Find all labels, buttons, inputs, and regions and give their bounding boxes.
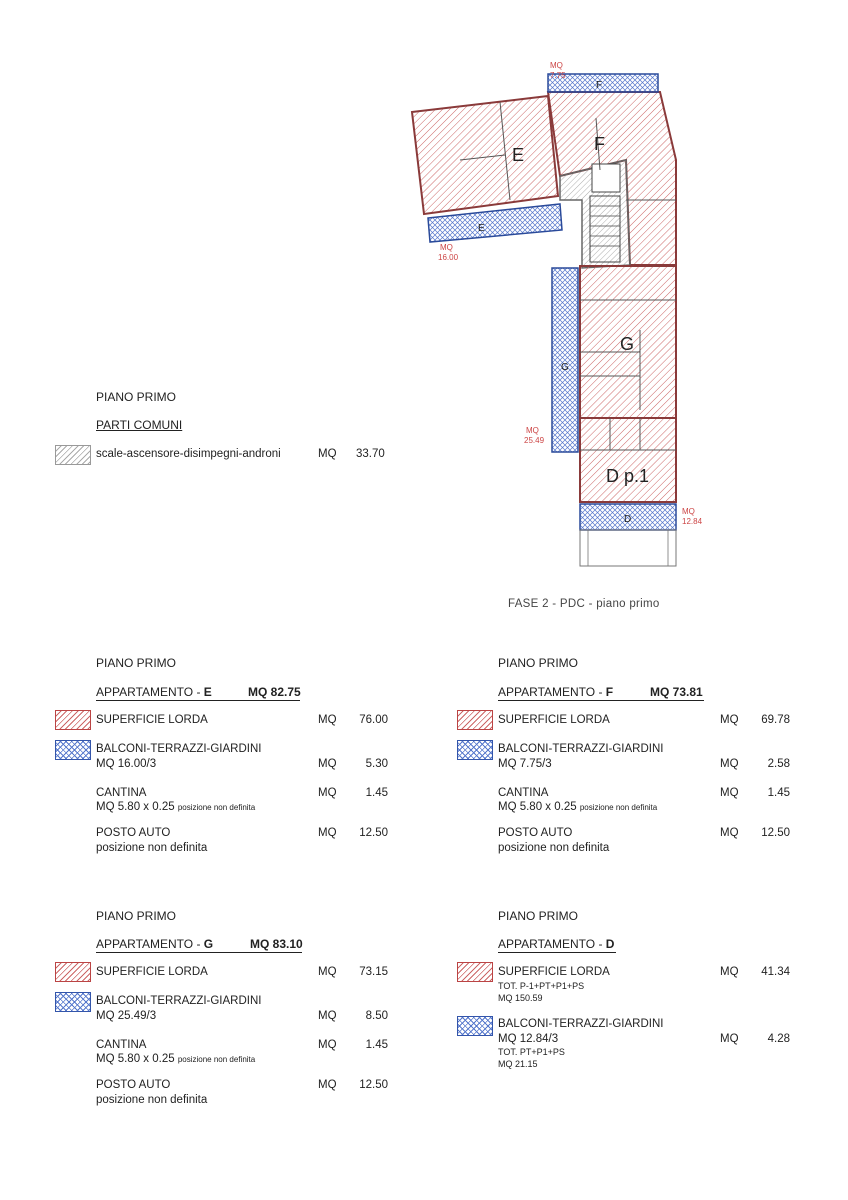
apt-e-balconi-label: BALCONI-TERRAZZI-GIARDINI [96, 743, 262, 755]
balcony-label-f: F [596, 80, 603, 91]
apt-f-lorda-label: SUPERFICIE LORDA [498, 714, 610, 726]
common-value: 33.70 [356, 448, 385, 460]
apt-f-posto-value: 12.50 [761, 827, 790, 839]
apt-d-lorda-swatch [457, 962, 493, 982]
apartment-e-area [412, 96, 558, 214]
apt-e-cantina-note: posizione non definita [177, 803, 256, 812]
apt-e-lorda-swatch [55, 710, 91, 730]
apt-d-balconi-sub1: TOT. PT+P1+PS [498, 1047, 565, 1057]
apt-g-cantina-label: CANTINA [96, 1039, 147, 1051]
apt-d-lorda-unit: MQ [720, 966, 739, 978]
label-e: E [512, 145, 525, 165]
apt-g-cantina-unit: MQ [318, 1039, 337, 1051]
apt-e-cantina-unit: MQ [318, 787, 337, 799]
apt-f-lorda-unit: MQ [720, 714, 739, 726]
apt-f-balconi-value: 2.58 [767, 758, 790, 770]
apartment-d-area [580, 418, 676, 502]
apt-e-balconi-unit: MQ [318, 758, 337, 770]
apt-f-balconi-sub: MQ 7.75/3 [498, 758, 552, 770]
apt-d-balconi-value: 4.28 [767, 1033, 790, 1045]
mq-d-unit: MQ [682, 507, 695, 516]
common-swatch [55, 445, 91, 465]
plan-caption: FASE 2 - PDC - piano primo [508, 598, 660, 610]
apt-e-lorda-unit: MQ [318, 714, 337, 726]
balcony-g [552, 268, 578, 452]
apt-g-posto-sub: posizione non definita [96, 1094, 208, 1106]
apt-e-posto-value: 12.50 [359, 827, 388, 839]
mq-e-unit: MQ [440, 243, 453, 252]
apt-g-posto-value: 12.50 [359, 1079, 388, 1091]
mq-g-value: 25.49 [524, 436, 545, 445]
apt-g-total: MQ 83.10 [250, 937, 303, 951]
apt-f-total: MQ 73.81 [650, 685, 703, 699]
apt-d-balconi-sub2: MQ 21.15 [498, 1059, 538, 1069]
mq-f-unit: MQ [550, 61, 563, 70]
apt-g-balconi-value: 8.50 [365, 1010, 388, 1022]
apt-g-lorda-value: 73.15 [359, 966, 388, 978]
apt-f-balconi-unit: MQ [720, 758, 739, 770]
mq-g-unit: MQ [526, 426, 539, 435]
apt-e-posto-sub: posizione non definita [96, 842, 208, 854]
apt-f-posto-label: POSTO AUTO [498, 827, 573, 839]
apt-f-lorda-swatch [457, 710, 493, 730]
apt-e-posto-unit: MQ [318, 827, 337, 839]
apt-f-cantina-sub-text: MQ 5.80 x 0.25 [498, 801, 577, 813]
apt-e-heading [96, 685, 212, 699]
mq-f-value: 7.75 [550, 71, 566, 80]
apt-d-floor: PIANO PRIMO [498, 909, 579, 923]
apt-g-cantina-sub-text: MQ 5.80 x 0.25 [96, 1053, 175, 1065]
apt-g-letter: G [203, 937, 214, 951]
apt-d-lorda-value: 41.34 [761, 966, 790, 978]
label-d: D p.1 [606, 466, 650, 486]
apt-g-cantina-note: posizione non definita [177, 1055, 256, 1064]
apt-f-lorda-value: 69.78 [761, 714, 790, 726]
apt-g-rule [96, 952, 302, 953]
apt-g-posto-unit: MQ [318, 1079, 337, 1091]
apt-d-heading-text: APPARTAMENTO - [498, 937, 606, 951]
apt-f-heading [498, 685, 613, 699]
apt-d-lorda-sub2: MQ 150.59 [498, 993, 543, 1003]
apt-e-balconi-sub: MQ 16.00/3 [96, 758, 157, 770]
apt-g-lorda-label: SUPERFICIE LORDA [96, 966, 208, 978]
apt-g-balconi-unit: MQ [318, 1010, 337, 1022]
apt-f-posto-unit: MQ [720, 827, 739, 839]
apt-d-lorda-sub1: TOT. P-1+PT+P1+PS [498, 981, 585, 991]
apt-g-heading [96, 937, 213, 951]
apt-e-total: MQ 82.75 [248, 685, 301, 699]
apt-e-cantina-value: 1.45 [365, 787, 388, 799]
apt-g-posto-label: POSTO AUTO [96, 1079, 171, 1091]
apt-d-lorda-label: SUPERFICIE LORDA [498, 966, 610, 978]
apt-f-cantina-note: posizione non definita [579, 803, 658, 812]
mq-d-value: 12.84 [682, 517, 703, 526]
terrace-outline [580, 530, 676, 566]
apt-e-cantina-sub [96, 801, 255, 813]
apt-e-letter: E [203, 685, 212, 699]
apt-e-heading-text: APPARTAMENTO - [96, 685, 204, 699]
apt-f-cantina-label: CANTINA [498, 787, 549, 799]
apt-f-letter: F [605, 685, 614, 699]
apt-e-balconi-swatch [55, 740, 91, 760]
apt-d-balconi-swatch [457, 1016, 493, 1036]
mq-e-value: 16.00 [438, 253, 459, 262]
common-item: scale-ascensore-disimpegni-androni [96, 448, 281, 460]
apt-g-balconi-sub: MQ 25.49/3 [96, 1010, 157, 1022]
apt-g-cantina-sub [96, 1053, 255, 1065]
apt-f-posto-sub: posizione non definita [498, 842, 610, 854]
apt-f-rule [498, 700, 704, 701]
apt-g-heading-text: APPARTAMENTO - [96, 937, 204, 951]
common-floor: PIANO PRIMO [96, 390, 177, 404]
apt-d-balconi-unit: MQ [720, 1033, 739, 1045]
apt-g-balconi-swatch [55, 992, 91, 1012]
apt-d-heading [498, 937, 614, 951]
apt-g-cantina-value: 1.45 [365, 1039, 388, 1051]
apt-d-letter: D [605, 937, 615, 951]
label-f: F [594, 134, 605, 154]
apt-e-floor: PIANO PRIMO [96, 656, 177, 670]
apt-e-posto-label: POSTO AUTO [96, 827, 171, 839]
apt-e-cantina-label: CANTINA [96, 787, 147, 799]
apt-g-balconi-label: BALCONI-TERRAZZI-GIARDINI [96, 995, 262, 1007]
apt-f-balconi-label: BALCONI-TERRAZZI-GIARDINI [498, 743, 664, 755]
apt-g-lorda-swatch [55, 962, 91, 982]
apt-e-lorda-value: 76.00 [359, 714, 388, 726]
apt-e-balconi-value: 5.30 [365, 758, 388, 770]
balcony-label-g: G [561, 362, 569, 373]
apt-d-balconi-sub: MQ 12.84/3 [498, 1033, 559, 1045]
common-heading: PARTI COMUNI [96, 418, 183, 432]
apt-e-rule [96, 700, 300, 701]
apt-e-cantina-sub-text: MQ 5.80 x 0.25 [96, 801, 175, 813]
apt-f-heading-text: APPARTAMENTO - [498, 685, 606, 699]
balcony-label-d: D [624, 514, 632, 525]
apt-f-cantina-value: 1.45 [767, 787, 790, 799]
apt-f-cantina-sub [498, 801, 657, 813]
apt-e-lorda-label: SUPERFICIE LORDA [96, 714, 208, 726]
apt-f-balconi-swatch [457, 740, 493, 760]
apt-g-lorda-unit: MQ [318, 966, 337, 978]
apt-f-cantina-unit: MQ [720, 787, 739, 799]
apt-g-floor: PIANO PRIMO [96, 909, 177, 923]
apt-d-rule [498, 952, 616, 953]
apt-f-floor: PIANO PRIMO [498, 656, 579, 670]
common-unit: MQ [318, 448, 337, 460]
balcony-label-e: E [478, 223, 485, 234]
label-g: G [620, 334, 635, 354]
apt-d-balconi-label: BALCONI-TERRAZZI-GIARDINI [498, 1018, 664, 1030]
